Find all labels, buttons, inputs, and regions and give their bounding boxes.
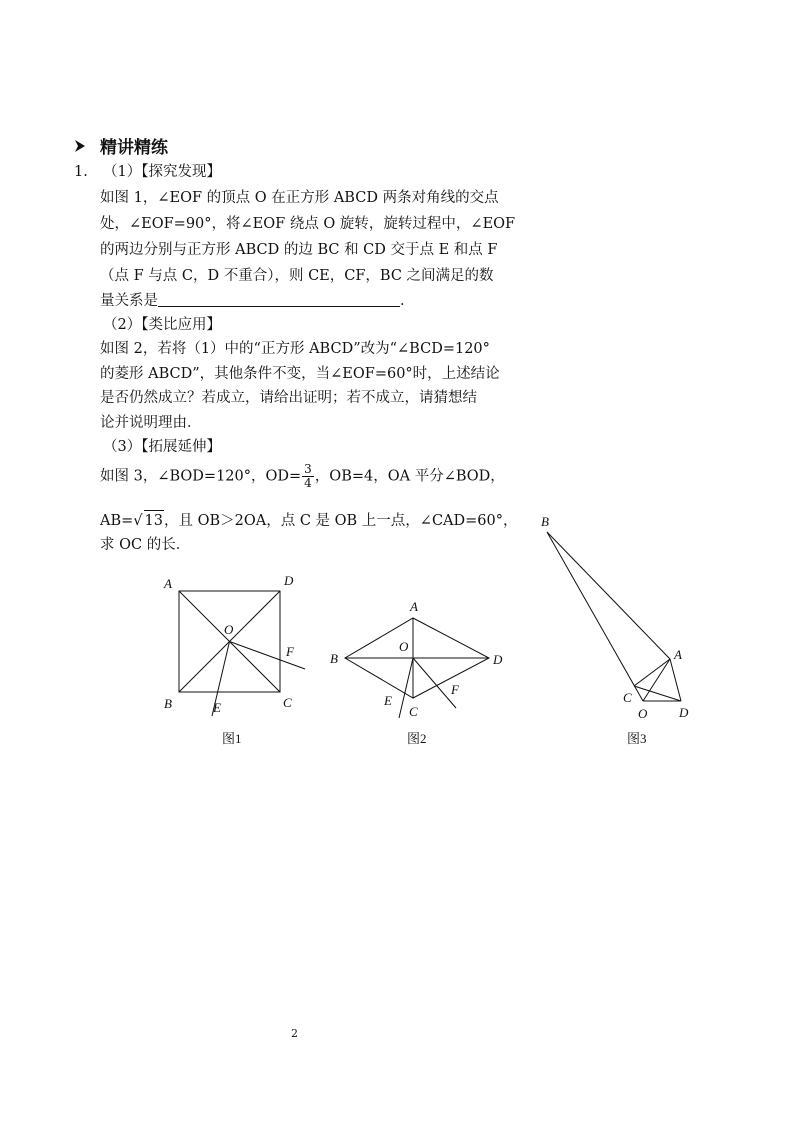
part3-label: （3）【拓展延伸】 <box>103 439 221 455</box>
part1-text-line2: 处，∠EOF=90°，将∠EOF 绕点 O 旋转，旋转过程中，∠EOF <box>100 216 516 232</box>
fraction-denominator: 4 <box>304 476 312 490</box>
part2-text-line3: 是否仍然成立？若成立，请给出证明；若不成立，请猜想结 <box>100 390 477 406</box>
fig2-caption: 图2 <box>407 731 427 746</box>
part1-text-line1: 如图 1，∠EOF 的顶点 O 在正方形 ABCD 两条对角线的交点 <box>100 190 499 206</box>
part3-text-line3: 求 OC 的长． <box>100 537 191 553</box>
fig3-segment-cd <box>634 686 681 701</box>
sqrt-radicand: 13 <box>144 510 164 531</box>
part3-line1-prefix: 如图 3，∠BOD=120°，OD= <box>100 468 302 485</box>
fig1-label-f: F <box>286 644 294 659</box>
part2-text-line1: 如图 2，若将（1）中的“正方形 ABCD”改为“∠BCD=120° <box>100 341 490 357</box>
part2-label: （2）【类比应用】 <box>103 317 221 333</box>
page-number: 2 <box>291 1027 298 1040</box>
fig3-label-c: C <box>623 690 632 705</box>
fig3-label-o: O <box>638 706 648 721</box>
fig2-label-b: B <box>330 651 338 666</box>
part2-text-line4: 论并说明理由． <box>100 415 202 431</box>
part3-line2-prefix: AB= <box>100 513 134 529</box>
fig1-label-a: A <box>164 576 172 591</box>
fig2-label-c: C <box>409 704 418 719</box>
part3-line1-suffix: ，OB=4，OA 平分∠BOD， <box>314 468 505 485</box>
problem-number: 1. <box>74 164 88 180</box>
fig1-label-d: D <box>284 573 294 588</box>
sqrt-symbol: √ <box>133 513 143 529</box>
fig2-label-o: O <box>399 639 409 654</box>
fig3-segment-ad <box>670 659 681 701</box>
part2-text-line2: 的菱形 ABCD”，其他条件不变，当∠EOF=60°时，上述结论 <box>100 366 500 382</box>
part1-line5-prefix: 量关系是 <box>100 293 158 309</box>
fig1-caption: 图1 <box>222 731 242 746</box>
fig3-caption: 图3 <box>627 731 647 746</box>
fraction-numerator: 3 <box>304 462 312 476</box>
fig2-label-e: E <box>384 693 392 708</box>
fig2-ray-of <box>413 658 456 708</box>
part1-line5-suffix: ． <box>400 293 415 309</box>
part1-label: （1）【探究发现】 <box>103 164 221 180</box>
part1-text-line3: 的两边分别与正方形 ABCD 的边 BC 和 CD 交于点 E 和点 F <box>100 242 498 258</box>
fig3-label-a: A <box>674 647 682 662</box>
fig1-label-c: C <box>283 695 292 710</box>
part1-text-line4: （点 F 与点 C，D 不重合），则 CE，CF，BC 之间满足的数 <box>100 268 494 284</box>
fig1-label-e: E <box>213 700 221 715</box>
fig1-label-o: O <box>224 622 234 637</box>
fig3-segment-ac <box>634 659 670 686</box>
fig3-label-d: D <box>679 705 689 720</box>
figure-3 <box>547 532 681 701</box>
fig3-segment-oa <box>643 659 670 701</box>
fig2-label-a: A <box>410 599 418 614</box>
fig3-label-b: B <box>541 514 549 529</box>
section-title: 精讲精练 <box>100 138 168 158</box>
fig2-label-d: D <box>493 652 503 667</box>
figure-2 <box>345 618 489 718</box>
fig1-label-b: B <box>164 696 172 711</box>
fig2-label-f: F <box>451 682 459 697</box>
part3-line2-suffix: ，且 OB＞2OA，点 C 是 OB 上一点，∠CAD=60°， <box>163 513 518 529</box>
